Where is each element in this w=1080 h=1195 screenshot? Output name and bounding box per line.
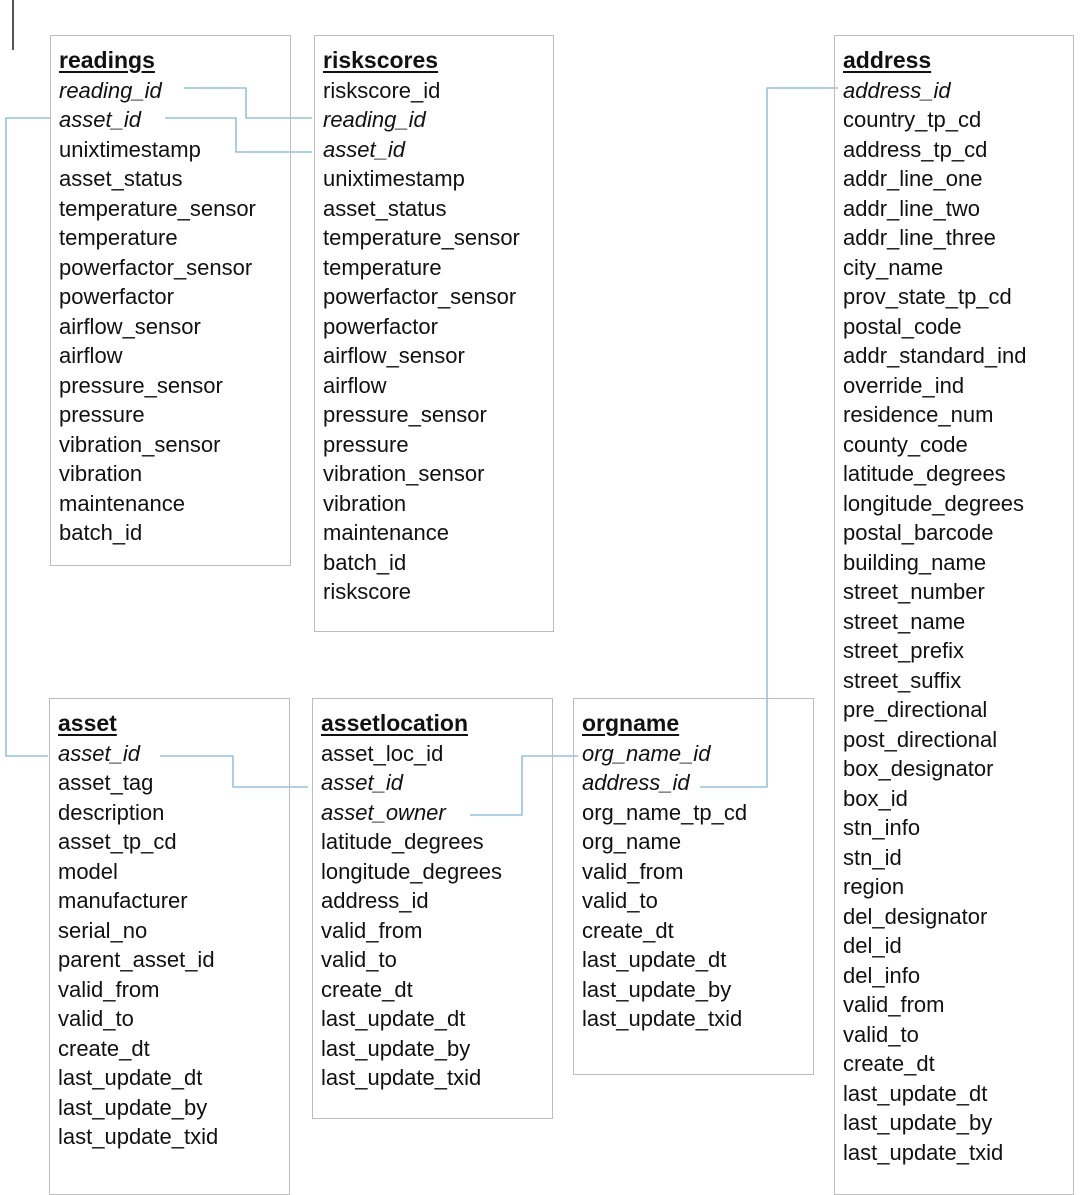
field: valid_to [582, 888, 658, 913]
field: valid_to [843, 1021, 919, 1047]
field: addr_line_three [843, 225, 996, 250]
corner-mark [0, 0, 14, 50]
field: last_update_dt [582, 947, 727, 972]
field: longitude_degrees [321, 858, 503, 884]
field: del_id [843, 933, 902, 958]
field: addr_line_two [843, 195, 980, 221]
field: building_name [843, 549, 987, 575]
field: vibration_sensor [323, 461, 485, 486]
field: address_tp_cd [843, 136, 988, 162]
field: box_id [843, 785, 908, 811]
field: last_update_txid [843, 1139, 1004, 1165]
key-field: asset_owner [321, 799, 446, 825]
field: address_id [321, 888, 429, 913]
field: last_update_txid [321, 1065, 482, 1090]
field: street_suffix [843, 667, 962, 693]
field: asset_loc_id [321, 740, 444, 766]
field: unixtimestamp [59, 136, 201, 162]
key-field: reading_id [323, 107, 426, 132]
field: org_name_tp_cd [582, 799, 748, 825]
field: riskscore [323, 579, 412, 604]
table-title: riskscores [323, 47, 439, 73]
field: airflow [59, 343, 123, 368]
field: latitude_degrees [843, 461, 1006, 486]
table-title: asset [58, 710, 117, 736]
key-field: address_id [582, 770, 690, 795]
field: pressure_sensor [59, 372, 223, 398]
field: last_update_dt [321, 1006, 466, 1031]
field-list [58, 739, 281, 1152]
field: temperature [323, 254, 442, 280]
field: riskscore_id [323, 77, 441, 103]
field: airflow_sensor [59, 313, 201, 339]
key-field: org_name_id [582, 740, 711, 766]
field: last_update_dt [58, 1065, 203, 1090]
field: pre_directional [843, 697, 988, 722]
field: unixtimestamp [323, 166, 465, 191]
table-title: address [843, 47, 932, 73]
table-riskscores [314, 35, 554, 632]
field: batch_id [323, 549, 407, 575]
field: org_name [582, 829, 682, 854]
field: valid_from [321, 917, 423, 943]
key-field: asset_id [323, 136, 405, 162]
field: valid_from [843, 992, 945, 1017]
field: street_prefix [843, 638, 965, 663]
key-field: asset_id [59, 107, 141, 132]
field: street_name [843, 608, 966, 634]
field: valid_to [321, 947, 397, 972]
field: latitude_degrees [321, 829, 484, 854]
field-list [321, 739, 544, 1093]
field: residence_num [843, 402, 994, 427]
field: asset_tag [58, 770, 154, 795]
field: parent_asset_id [58, 947, 215, 972]
field: last_update_by [843, 1110, 993, 1135]
key-field: asset_id [58, 740, 140, 766]
field: city_name [843, 254, 944, 280]
field: prov_state_tp_cd [843, 284, 1012, 309]
table-assetlocation [312, 698, 553, 1119]
field: override_ind [843, 372, 965, 398]
field: last_update_by [58, 1094, 208, 1120]
field: country_tp_cd [843, 107, 982, 132]
field: create_dt [58, 1035, 150, 1061]
field: pressure_sensor [323, 402, 487, 427]
field: valid_to [58, 1006, 134, 1031]
field: description [58, 799, 165, 825]
field: create_dt [582, 917, 674, 943]
field: street_number [843, 579, 985, 604]
field: valid_from [582, 858, 684, 884]
field: create_dt [321, 976, 413, 1002]
field: del_designator [843, 903, 988, 929]
field: stn_info [843, 815, 921, 840]
field: postal_code [843, 313, 962, 339]
field: temperature_sensor [59, 195, 256, 221]
field: manufacturer [58, 888, 188, 913]
field: powerfactor [59, 284, 174, 309]
field: postal_barcode [843, 520, 994, 545]
field: vibration [323, 490, 407, 516]
field: powerfactor [323, 313, 438, 339]
field: last_update_txid [582, 1006, 743, 1031]
field-list [843, 76, 1065, 1168]
field: airflow [323, 372, 387, 398]
field: serial_no [58, 917, 148, 943]
field: powerfactor_sensor [323, 284, 517, 309]
field: pressure [59, 402, 145, 427]
key-field: reading_id [59, 77, 162, 103]
field: valid_from [58, 976, 160, 1002]
field: region [843, 874, 905, 899]
key-field: asset_id [321, 770, 403, 795]
field: stn_id [843, 844, 902, 870]
relationship-line-orgname-address [700, 88, 838, 787]
field: addr_line_one [843, 166, 983, 191]
field: asset_tp_cd [58, 829, 177, 854]
field: box_designator [843, 756, 994, 781]
field: temperature [59, 225, 178, 250]
field: last_update_by [582, 976, 732, 1002]
relationship-line-readings-asset [6, 118, 50, 756]
field: del_info [843, 962, 921, 988]
table-orgname [573, 698, 814, 1075]
field: model [58, 858, 118, 884]
field: maintenance [59, 490, 185, 516]
field: last_update_txid [58, 1124, 219, 1149]
table-readings [50, 35, 291, 566]
field: addr_standard_ind [843, 343, 1027, 368]
table-title: assetlocation [321, 710, 468, 736]
field: asset_status [323, 195, 447, 221]
table-asset [49, 698, 290, 1195]
field: last_update_dt [843, 1080, 988, 1106]
field: batch_id [59, 520, 143, 545]
field: last_update_by [321, 1035, 471, 1061]
field: asset_status [59, 166, 183, 191]
field: vibration_sensor [59, 431, 221, 457]
field: longitude_degrees [843, 490, 1025, 516]
field: temperature_sensor [323, 225, 520, 250]
table-title: orgname [582, 710, 680, 736]
field: pressure [323, 431, 409, 457]
field: maintenance [323, 520, 449, 545]
table-address [834, 35, 1074, 1195]
field-list [582, 739, 805, 1034]
field: airflow_sensor [323, 343, 465, 368]
field: county_code [843, 431, 968, 457]
field: post_directional [843, 726, 998, 752]
field-list [323, 76, 545, 607]
field-list [59, 76, 282, 548]
field: powerfactor_sensor [59, 254, 253, 280]
field: vibration [59, 461, 143, 486]
field: create_dt [843, 1051, 935, 1076]
table-title: readings [59, 47, 155, 73]
key-field: address_id [843, 77, 951, 103]
